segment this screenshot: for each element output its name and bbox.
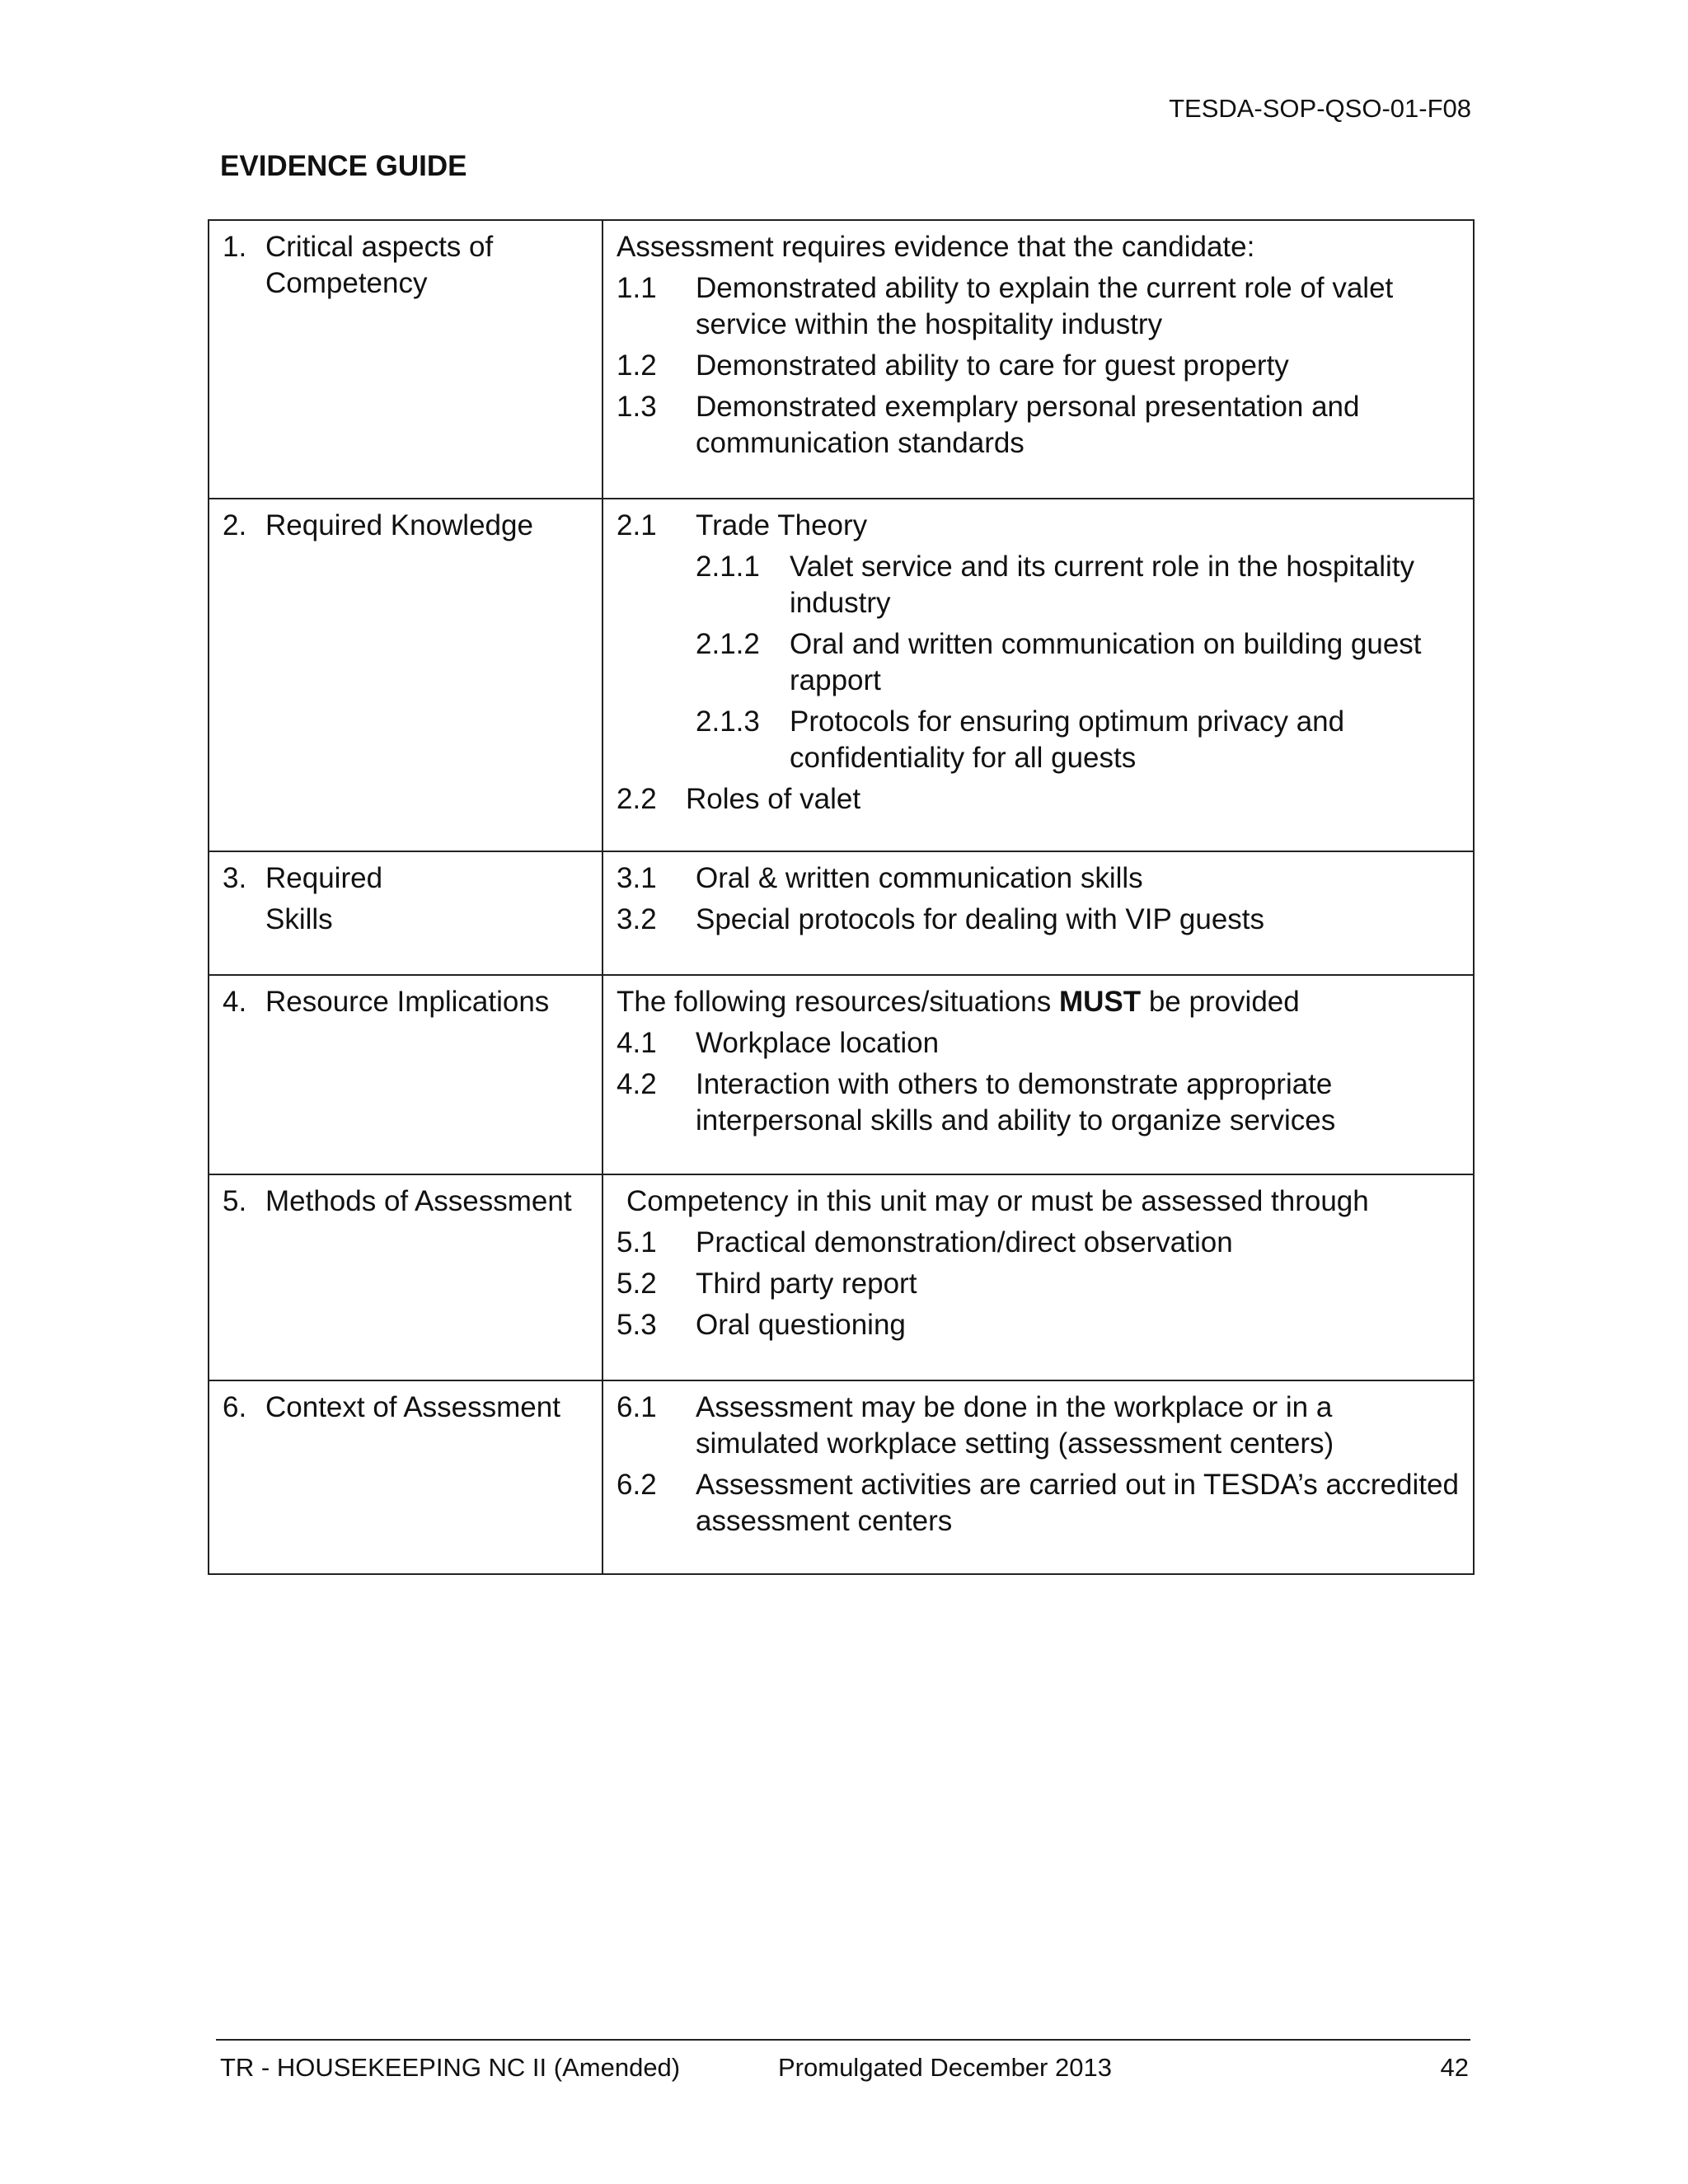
row-label-line2: Skills <box>265 903 333 935</box>
table-row <box>209 851 1474 975</box>
row-label: Critical aspects of Competency <box>265 231 494 299</box>
list-item <box>617 348 1460 384</box>
document-code: TESDA-SOP-QSO-01-F08 <box>1169 94 1471 123</box>
item-number: 3.2 <box>617 903 657 935</box>
row-label: Resource Implications <box>265 986 550 1018</box>
list-item <box>617 1225 1460 1261</box>
item-text: Special protocols for dealing with VIP guests <box>696 903 1265 935</box>
table-row <box>209 499 1474 851</box>
sub-item-number: 2.1.3 <box>696 705 760 738</box>
item-number: 2.2 <box>617 783 657 815</box>
page-title: EVIDENCE GUIDE <box>220 150 467 182</box>
row-intro-emphasis: MUST <box>1058 986 1142 1018</box>
row-content-cell <box>603 1174 1474 1380</box>
item-text: Demonstrated ability to explain the current role of valet service within the hospitality industry <box>696 272 1394 340</box>
item-number: 2.1 <box>617 509 657 541</box>
item-number: 6.1 <box>617 1391 657 1423</box>
item-number: 5.2 <box>617 1268 657 1300</box>
item-number: 4.2 <box>617 1068 657 1100</box>
row-label-cell <box>209 1380 603 1574</box>
sub-list-item <box>696 549 1460 621</box>
list-item <box>617 781 1460 818</box>
evidence-guide-table <box>208 219 1475 1575</box>
sub-list-item <box>696 626 1460 699</box>
item-number: 1.1 <box>617 272 657 304</box>
table-row <box>209 1174 1474 1380</box>
item-number: 1.3 <box>617 391 657 423</box>
item-number: 4.1 <box>617 1027 657 1059</box>
list-item <box>617 270 1460 343</box>
list-item <box>617 1307 1460 1343</box>
list-item <box>617 1025 1460 1062</box>
row-label-cell <box>209 499 603 851</box>
list-item <box>617 389 1460 462</box>
row-intro <box>617 984 1460 1020</box>
item-text: Demonstrated exemplary personal presentation and communication standards <box>696 391 1360 459</box>
row-intro-after: be provided <box>1141 986 1300 1018</box>
item-number: 6.2 <box>617 1469 657 1501</box>
row-number: 5. <box>223 1185 247 1217</box>
row-label-cell <box>209 220 603 499</box>
item-text: Third party report <box>696 1268 917 1300</box>
footer-promulgation-date: Promulgated December 2013 <box>778 2053 1112 2082</box>
item-text: Oral questioning <box>696 1309 906 1341</box>
list-item <box>617 860 1460 897</box>
list-item <box>617 1266 1460 1302</box>
footer-divider <box>216 2039 1470 2041</box>
item-number: 5.3 <box>617 1309 657 1341</box>
row-label-cell <box>209 1174 603 1380</box>
list-item <box>617 1467 1460 1540</box>
list-item <box>617 1390 1460 1462</box>
item-text: Assessment activities are carried out in TESDA’s accredited assessment centers <box>696 1469 1459 1537</box>
row-label-cell <box>209 975 603 1174</box>
item-text: Assessment may be done in the workplace or in a simulated workplace setting (assessment centers) <box>696 1391 1334 1460</box>
list-item <box>617 1066 1460 1139</box>
table-row <box>209 1380 1474 1574</box>
row-number: 3. <box>223 862 247 894</box>
item-text: Oral & written communication skills <box>696 862 1143 894</box>
row-content-cell <box>603 851 1474 975</box>
row-content-cell <box>603 975 1474 1174</box>
item-number: 3.1 <box>617 862 657 894</box>
page-number: 42 <box>1440 2053 1469 2082</box>
list-item <box>617 902 1460 938</box>
item-text: Practical demonstration/direct observation <box>696 1226 1233 1258</box>
item-number: 1.2 <box>617 349 657 382</box>
item-text: Roles of valet <box>686 783 861 815</box>
row-intro: Assessment requires evidence that the candidate: <box>617 231 1255 263</box>
row-number: 2. <box>223 509 247 541</box>
row-content-cell <box>603 220 1474 499</box>
footer-document-title: TR - HOUSEKEEPING NC II (Amended) <box>220 2053 681 2082</box>
item-number: 5.1 <box>617 1226 657 1258</box>
sub-item-number: 2.1.2 <box>696 628 760 660</box>
row-label-cell <box>209 851 603 975</box>
row-number: 6. <box>223 1391 247 1423</box>
item-text: Workplace location <box>696 1027 940 1059</box>
item-text: Interaction with others to demonstrate appropriate interpersonal skills and ability to organize services <box>696 1068 1336 1137</box>
list-item <box>617 508 1460 544</box>
item-text: Trade Theory <box>696 509 868 541</box>
row-label-line1: Required <box>265 862 383 894</box>
row-intro-before: The following resources/situations <box>617 986 1059 1018</box>
row-label: Methods of Assessment <box>265 1185 572 1217</box>
row-content-cell <box>603 499 1474 851</box>
sub-item-number: 2.1.1 <box>696 551 760 583</box>
row-label: Context of Assessment <box>265 1391 560 1423</box>
sub-item-text: Protocols for ensuring optimum privacy and confidentiality for all guests <box>790 705 1345 774</box>
row-number: 4. <box>223 986 247 1018</box>
row-intro: Competency in this unit may or must be assessed through <box>626 1185 1369 1217</box>
row-content-cell <box>603 1380 1474 1574</box>
row-label: Required Knowledge <box>265 509 533 541</box>
item-text: Demonstrated ability to care for guest property <box>696 349 1289 382</box>
sub-item-text: Valet service and its current role in the hospitality industry <box>790 551 1415 619</box>
sub-list-item <box>696 704 1460 776</box>
row-number: 1. <box>223 231 247 263</box>
table-row <box>209 220 1474 499</box>
sub-item-text: Oral and written communication on building guest rapport <box>790 628 1422 696</box>
table-row <box>209 975 1474 1174</box>
